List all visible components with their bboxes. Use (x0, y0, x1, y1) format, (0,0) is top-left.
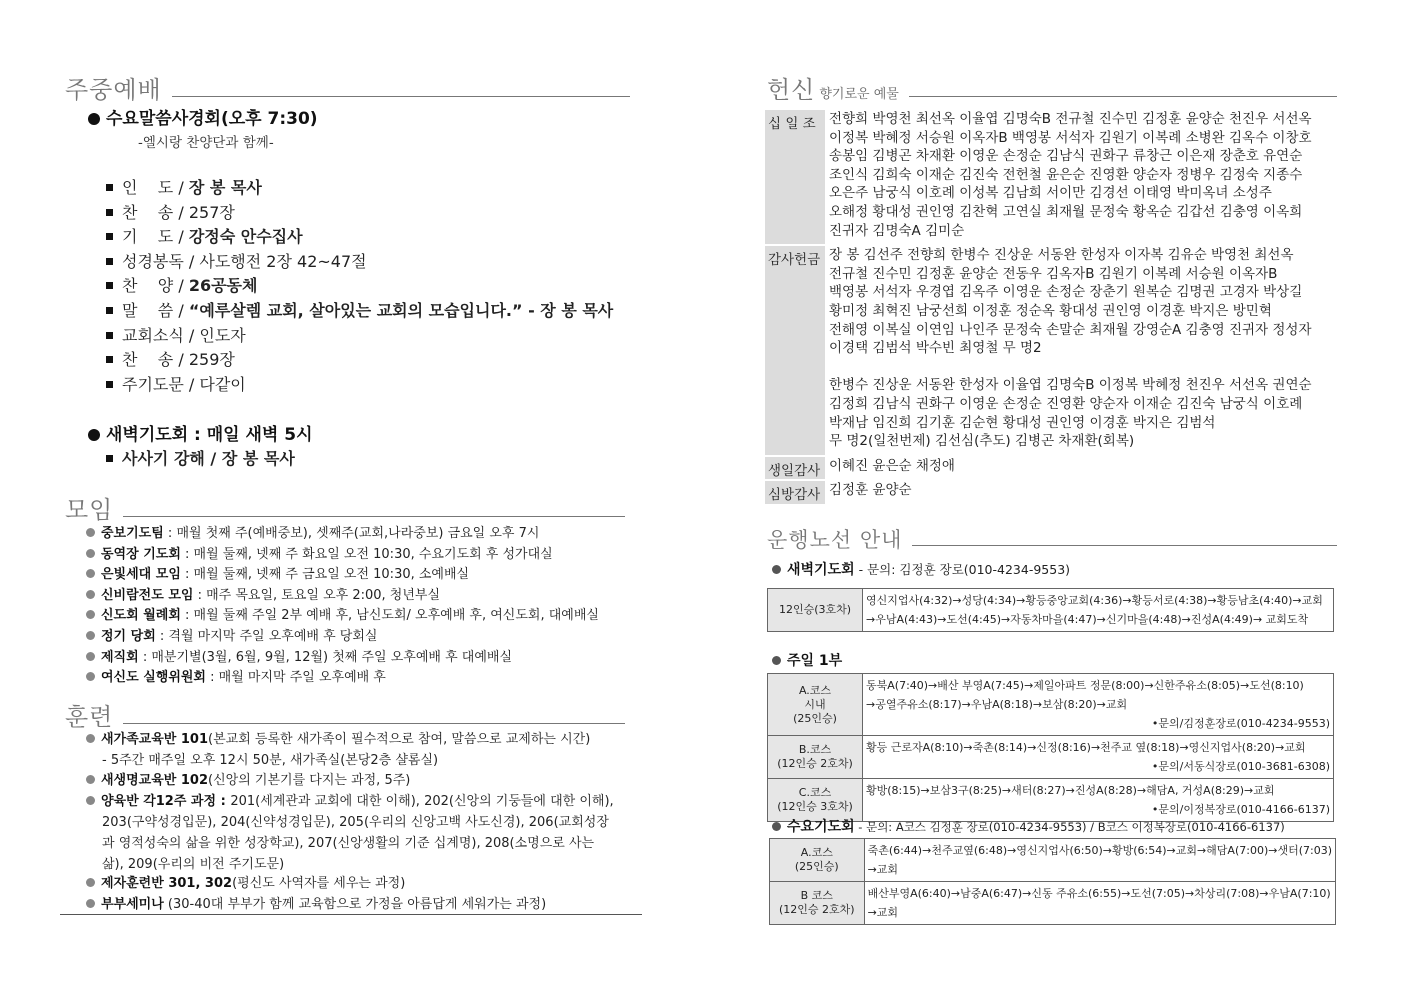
worship-order-item (106, 273, 257, 296)
training-detail-line: 삶), 209(우리의 비전 주기도문) (102, 856, 285, 872)
training-item (86, 873, 405, 894)
offering-row-label: 생일감사 (765, 457, 825, 480)
training-detail-line: - 5주간 매주일 오후 12시 50분, 새가족실(본당2층 샬롬실) (102, 753, 439, 768)
route-stops (863, 736, 1334, 779)
training-name: 새가족교육반 101 (101, 732, 209, 747)
offering-section-header (767, 70, 1337, 105)
routes-section-header (767, 524, 1337, 554)
offering-row-names (825, 481, 912, 504)
offering-name-line: 전해영 이복실 이연임 나인주 문정숙 손말순 최재월 강영순A 김충영 진귀자 정성자 (829, 321, 1312, 338)
offering-row-label: 감사헌금 (765, 246, 825, 455)
meeting-detail: : 매주 목요일, 토요일 오후 2:00, 청년부실 (193, 587, 441, 603)
route-stops-line: 영신지업사(4:32)→성당(4:34)→황등중앙교회(4:36)→황등서로(4:38)→황등남초(4:40)→교회 (866, 594, 1323, 607)
route-bus-label (768, 589, 863, 632)
offering-row-label: 심방감사 (765, 481, 825, 504)
order-label: 인 도 / (122, 178, 189, 197)
meeting-item (86, 522, 539, 541)
training-line (86, 770, 410, 791)
training-name: 제자훈련반 301, 302 (101, 876, 233, 892)
worship-order-item (106, 200, 235, 223)
order-value: 다같이 (199, 374, 246, 394)
bullet-icon (86, 610, 95, 619)
offering-name-line (829, 358, 1312, 377)
meeting-name: 신비람전도 모임 (101, 587, 194, 603)
training-name: 새생명교육반 102 (101, 773, 209, 789)
order-label: 성경봉독 / (122, 251, 200, 271)
meeting-detail: : 매월 마지막 주일 오후예배 후 (206, 670, 386, 686)
bullet-icon (86, 734, 95, 743)
training-detail-line: 과 영적성숙의 삶을 위한 성장학교), 207(신앙생활의 기준 십계명), 208(소명으로 사는 (102, 835, 595, 851)
meeting-detail: : 매월 둘째, 넷째 주 화요일 오전 10:30, 수요기도회 후 성가대실 (180, 546, 553, 562)
order-value: 257장 (188, 202, 235, 222)
meeting-detail: : 매월 둘째 주일 2부 예배 후, 남신도회/ 오후예배 후, 여신도회, 대예배실 (180, 608, 599, 624)
wednesday-route-title: 수요기도회 - 문의: A코스 김정훈 장로(010-4234-9553) / B코스 이정복장로(010-4166-6137) (772, 816, 1285, 836)
offering-row-names (825, 110, 1312, 244)
offering-section-subtitle: 향기로운 예물 (819, 87, 899, 102)
offering-name-line: 전규철 진수민 김정훈 윤양순 전동우 김옥자B 김원기 이복례 서승원 이옥자B (829, 265, 1278, 282)
route-bus-label-line: B 코스 (800, 889, 833, 902)
route-bus-label-line: 시내 (804, 697, 826, 711)
order-value: 26공동체 (188, 276, 258, 296)
square-bullet-icon (106, 282, 113, 289)
square-bullet-icon (106, 184, 113, 191)
order-label: 교회소식 / (122, 325, 200, 345)
offering-name-line: 전향희 박영천 최선옥 이율엽 김명숙B 전규철 진수민 김정훈 윤양순 천진우 서선옥 (829, 111, 1312, 127)
meetings-section-header (65, 490, 625, 525)
route-bus-label (770, 882, 865, 925)
meeting-item (86, 563, 469, 582)
dawn-route-table (767, 588, 1334, 632)
square-bullet-icon (106, 332, 113, 339)
route-stops-line: 죽촌(6:44)→천주교옆(6:48)→영신지업사(6:50)→황방(6:54)→교회→해담A(7:00)→샛터(7:03) (867, 844, 1332, 857)
offering-row (765, 457, 1345, 480)
route-row (768, 589, 1334, 632)
route-stops (864, 882, 1335, 925)
meeting-name: 정기 당회 (101, 629, 156, 644)
route-bus-label-line: (12인승 2호차) (778, 903, 855, 916)
worship-order-item (106, 175, 262, 198)
training-line (86, 729, 590, 750)
order-value: 장 봉 목사 (188, 178, 262, 197)
offering-name-line: 장 봉 김선주 전향희 한병수 진상운 서동완 한성자 이자복 김유순 박영천 최선옥 (829, 247, 1294, 264)
route-bus-label (770, 839, 865, 882)
worship-order-item (106, 323, 246, 346)
square-bullet-icon (106, 307, 113, 314)
training-detail: (30-40대 부부가 함께 교육함으로 가정을 아름답게 세워가는 과정) (163, 896, 547, 912)
square-bullet-icon (106, 258, 113, 265)
training-name: 부부세미나 (101, 896, 164, 912)
meeting-item (86, 584, 440, 603)
order-label: 기 도 / (122, 227, 189, 247)
dawn-prayer-sub: 사사기 강해 / 장 봉 목사 (106, 446, 295, 469)
offering-row-names (825, 457, 955, 480)
route-stops-line: 황방(8:15)→보삼3구(8:25)→새터(8:27)→진성A(8:28)→해담A, 거성A(8:29)→교회 (866, 784, 1275, 797)
bullet-icon (86, 878, 95, 887)
wednesday-meeting-subtitle: -엘시랑 찬양단과 함께- (138, 135, 274, 151)
route-bus-label-line: B.코스 (798, 743, 832, 756)
worship-order-item (106, 347, 235, 370)
order-label: 말 씀 / (122, 301, 189, 320)
offering-name-line: 한병수 진상운 서동완 한성자 이율엽 김명숙B 이정복 박혜정 천진우 서선옥 권연순 (829, 377, 1312, 394)
order-label: 찬 양 / (122, 276, 189, 296)
worship-section-header (65, 70, 630, 105)
bullet-icon (86, 652, 95, 661)
route-stops-line: 황등 근로자A(8:10)→죽촌(8:14)→신정(8:16)→천주교 옆(8:18)→영신지업사(8:20)→교회 (866, 741, 1306, 754)
training-item (86, 894, 546, 915)
meeting-name: 중보기도팀 (101, 526, 164, 541)
order-label: 찬 송 / (122, 202, 189, 222)
bullet-icon (86, 590, 95, 599)
offering-row (765, 481, 1345, 504)
offering-name-line: 조인식 김희숙 이재순 김진숙 전헌철 윤은순 진영환 양순자 정병우 김정숙 지종수 (829, 166, 1303, 183)
dawn-prayer-title: 새벽기도회 : 매일 새벽 5시 (88, 420, 313, 445)
route-bus-label-line: C.코스 (798, 786, 832, 799)
bullet-icon (772, 656, 781, 665)
route-bus-label-line: (12인승 2호차) (777, 757, 853, 770)
route-stops-line: →교회 (867, 906, 899, 919)
bullet-icon (86, 631, 95, 640)
training-detail-line: 203(구약성경입문), 204(신약성경입문), 205(우리의 신앙고백 사도신경), 206(교회성장 (102, 814, 609, 830)
offering-section-title: 헌신 (767, 76, 816, 104)
routes-section-title: 운행노선 안내 (767, 528, 903, 552)
route-bus-label-line: A.코스 (800, 846, 833, 859)
offering-row-names (825, 246, 1312, 455)
meeting-detail: : 매월 둘째, 넷째 주 금요일 오전 10:30, 소예배실 (180, 567, 470, 583)
square-bullet-icon (106, 233, 113, 240)
meeting-name: 제직회 (101, 649, 139, 665)
bullet-icon (88, 429, 100, 441)
route-stops (863, 589, 1334, 632)
square-bullet-icon (106, 356, 113, 363)
worship-order-item (106, 298, 613, 321)
square-bullet-icon (106, 381, 113, 388)
route-stops-line: →우남A(4:43)→도선(4:45)→자동차마을(4:47)→신기마을(4:48)→진성A(4:49)→ 교회도착 (866, 613, 1309, 626)
offering-name-line: 오해정 황대성 권인영 김찬혁 고연실 최재월 문정숙 황옥순 김갑선 김충영 이옥희 (829, 203, 1303, 220)
meeting-item (86, 604, 599, 623)
offering-name-line: 이경택 김범석 박수빈 최영철 무 명2 (829, 340, 1042, 357)
training-item (86, 729, 590, 771)
route-bus-label (768, 674, 863, 736)
worship-section-title: 주중예배 (65, 76, 162, 104)
bullet-icon (86, 672, 95, 681)
section-divider (909, 96, 1337, 97)
meeting-name: 신도회 월례회 (101, 608, 181, 624)
route-bus-label-line: (25인승) (794, 860, 839, 873)
section-divider (123, 723, 625, 724)
training-line (86, 873, 405, 894)
route-bus-label-line: 12인승(3호차) (778, 603, 852, 616)
meeting-item (86, 625, 377, 644)
order-value: 259장 (188, 350, 235, 370)
meeting-item (86, 646, 512, 665)
bullet-icon (88, 113, 100, 125)
bullet-icon (86, 775, 95, 784)
section-divider (123, 516, 625, 517)
dawn-route-title: 새벽기도회 - 문의: 김정훈 장로(010-4234-9553) (772, 559, 1070, 579)
order-value: 인도자 (199, 325, 246, 345)
offering-name-line: 이혜진 윤은순 채정애 (829, 457, 955, 474)
square-bullet-icon (106, 209, 113, 216)
training-line (86, 894, 546, 915)
route-inquiry: •문의/서동식장로(010-3681-6308) (1151, 760, 1330, 773)
meetings-section-title: 모임 (65, 496, 114, 524)
square-bullet-icon (106, 455, 113, 462)
offering-name-line: 무 명2(일천번제) 김선심(추도) 김병곤 차재환(회복) (829, 433, 1135, 450)
worship-order-item (106, 249, 367, 272)
sunday-route-table (767, 673, 1334, 822)
offering-name-line: 백영봉 서석자 우경엽 김옥주 이영운 손정순 장춘기 원복순 김명권 고경자 박상길 (829, 284, 1303, 301)
meeting-name: 여신도 실행위원회 (101, 670, 206, 686)
order-value: 사도행전 2장 42~47절 (199, 251, 367, 271)
training-detail: (평신도 사역자를 세우는 과정) (232, 876, 406, 892)
wednesday-route-table (769, 838, 1336, 925)
training-detail: (본교회 등록한 새가족이 필수적으로 참여, 말씀으로 교제하는 시간) (208, 732, 591, 747)
bullet-icon (86, 899, 95, 908)
training-section-header (65, 697, 625, 732)
order-value: “예루살렘 교회, 살아있는 교회의 모습입니다.” - 장 봉 목사 (188, 301, 614, 320)
bullet-icon (772, 822, 781, 831)
offering-row (765, 110, 1345, 244)
wednesday-meeting-title: 수요말씀사경회(오후 7:30) (88, 104, 318, 129)
bullet-icon (86, 528, 95, 537)
meeting-name: 동역장 기도회 (101, 546, 181, 562)
offering-row (765, 246, 1345, 455)
meeting-detail: : 매분기별(3월, 6월, 9월, 12월) 첫째 주일 오후예배 후 대예배실 (138, 649, 513, 665)
route-row (768, 674, 1334, 736)
sunday-route-title: 주일 1부 (772, 650, 842, 670)
meeting-detail: : 격월 마지막 주일 오후예배 후 당회실 (155, 629, 378, 644)
offering-name-line: 진귀자 김명숙A 김미순 (829, 222, 965, 239)
bullet-icon (86, 796, 95, 805)
bullet-icon (86, 569, 95, 578)
meeting-detail: : 매월 첫째 주(예배중보), 셋째주(교회,나라중보) 금요일 오후 7시 (163, 526, 540, 541)
route-stops (864, 839, 1335, 882)
route-row (770, 882, 1336, 925)
order-label: 주기도문 / (122, 374, 200, 394)
offering-name-line: 김정훈 윤양순 (829, 482, 912, 499)
route-bus-label-line: (25인승) (793, 711, 837, 725)
training-item (86, 791, 614, 875)
bullet-icon (772, 565, 781, 574)
route-row (768, 736, 1334, 779)
section-divider (912, 545, 1337, 546)
route-stops-line: 동북A(7:40)→배산 부영A(7:45)→제일아파트 정문(8:00)→신한주유소(8:05)→도선(8:10) (866, 679, 1304, 692)
meeting-name: 은빛세대 모임 (101, 567, 181, 583)
order-value: 강정숙 안수집사 (188, 227, 303, 247)
offering-name-line: 이정복 박혜정 서승원 이옥자B 백영봉 서석자 김원기 이복례 소병완 김옥수 이창호 (829, 129, 1312, 146)
training-item (86, 770, 410, 791)
order-label: 찬 송 / (122, 350, 189, 370)
bullet-icon (86, 549, 95, 558)
worship-order-item (106, 372, 246, 395)
meeting-item (86, 666, 386, 685)
route-stops (863, 674, 1334, 736)
training-section-title: 훈련 (65, 703, 114, 731)
worship-order-item (106, 224, 303, 247)
training-detail: (신앙의 기본기를 다지는 과정, 5주) (208, 773, 411, 789)
route-bus-label-line: (12인승 3호차) (777, 800, 853, 813)
offering-name-line: 김정희 김남식 권화구 이영운 손정순 진영환 양순자 이재순 김진숙 남궁식 이호례 (829, 395, 1303, 412)
route-bus-label (768, 736, 863, 779)
meeting-item (86, 543, 553, 562)
route-bus-label-line: A.코스 (798, 683, 832, 697)
route-row (770, 839, 1336, 882)
route-stops-line: →교회 (867, 863, 899, 876)
bottom-divider (60, 914, 642, 915)
offering-name-line: 황미정 최혁진 남궁선희 이정훈 정순옥 황대성 권인영 이경훈 박지은 방민혁 (829, 302, 1272, 319)
offering-row-label: 십 일 조 (765, 110, 825, 244)
training-detail: 201(세계관과 교회에 대한 이해), 202(신앙의 기둥들에 대한 이해), (230, 793, 614, 809)
offering-name-line: 송봉임 김병곤 차재환 이영운 손정순 김남식 권화구 류창근 이은재 장춘호 유연순 (829, 148, 1303, 165)
offering-name-line: 박재남 임진희 김기훈 김순현 황대성 권인영 이경훈 박지은 김범석 (829, 414, 1216, 431)
section-divider (172, 96, 630, 97)
route-inquiry: •문의/이정복장로(010-4166-6137) (1151, 803, 1330, 816)
training-name: 양육반 각12주 과정 : (101, 793, 231, 809)
route-stops-line: 배산부영A(6:40)→남중A(6:47)→신동 주유소(6:55)→도선(7:05)→차상리(7:08)→우남A(7:10) (867, 887, 1331, 900)
offering-name-line: 오은주 남궁식 이호례 이성복 김남희 서이만 김경선 이태영 박미옥녀 소성주 (829, 185, 1272, 202)
route-stops-line: →공열주유소(8:17)→우남A(8:18)→보삼(8:20)→교회 (866, 698, 1128, 711)
offering-table (765, 110, 1345, 506)
training-line (86, 791, 614, 812)
route-inquiry: •문의/김정훈장로(010-4234-9553) (1151, 717, 1330, 730)
